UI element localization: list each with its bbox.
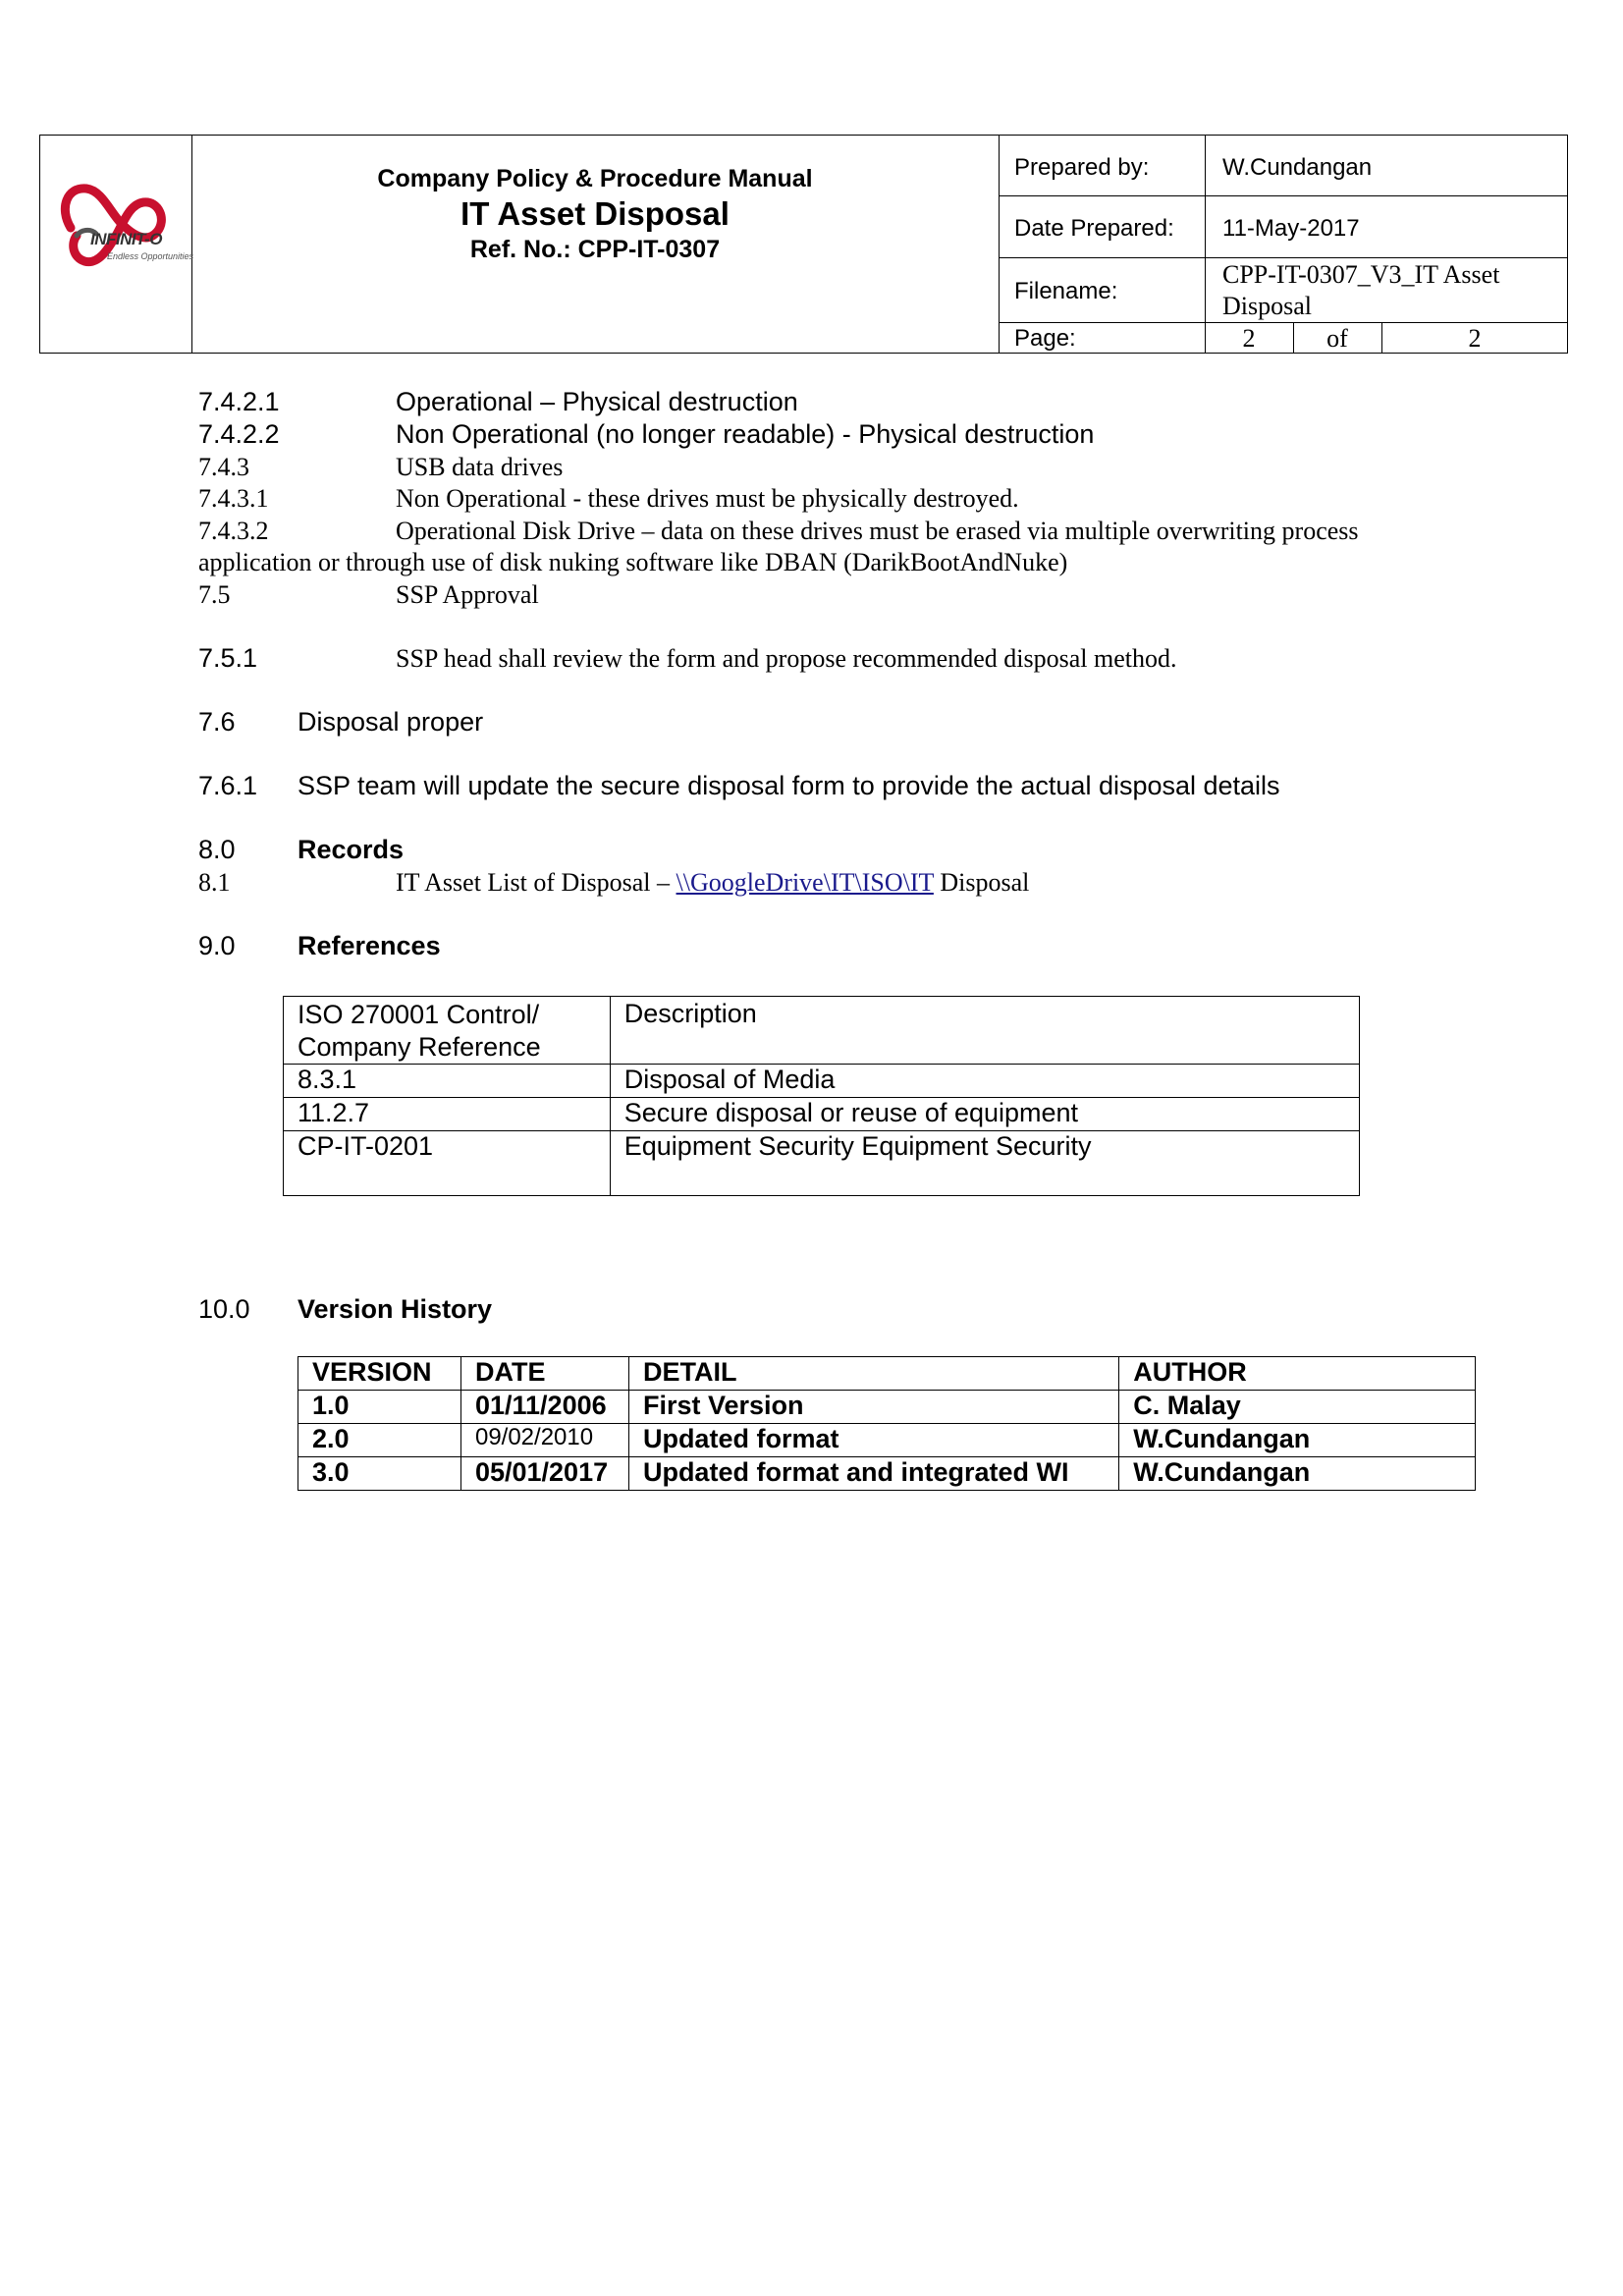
table-cell: CP-IT-0201 <box>284 1131 611 1196</box>
doc-title: IT Asset Disposal <box>460 195 730 232</box>
table-cell: 8.3.1 <box>284 1065 611 1098</box>
logo-brand: INFINIT-O <box>90 230 162 248</box>
section-number: 7.5 <box>198 580 231 609</box>
ref-header-line1: ISO 270001 Control/ <box>298 1000 540 1029</box>
table-cell: Updated format <box>628 1424 1118 1457</box>
records-text-tail: Disposal <box>940 868 1030 897</box>
table-cell: 1.0 <box>298 1391 461 1424</box>
header-row-line <box>999 322 1568 323</box>
section-text-cont: application or through use of disk nuking software like DBAN (DarikBootAndNuke) <box>198 548 1068 576</box>
page-current: 2 <box>1242 324 1256 353</box>
section-text: Operational – Physical destruction <box>396 387 798 416</box>
page-of: of <box>1326 324 1348 353</box>
table-cell: 3.0 <box>298 1457 461 1491</box>
records-drive-link[interactable]: \\GoogleDrive\IT\ISO\IT <box>676 868 934 897</box>
table-header-cell: Description <box>610 997 1359 1065</box>
page-total: 2 <box>1468 324 1482 353</box>
section-text: SSP Approval <box>396 580 539 609</box>
section-number: 8.1 <box>198 868 231 897</box>
section-number: 10.0 <box>198 1294 250 1324</box>
section-number: 7.4.2.2 <box>198 419 280 449</box>
header-row-line <box>999 195 1568 196</box>
table-header-cell: AUTHOR <box>1119 1357 1476 1391</box>
section-heading: Records <box>298 835 405 864</box>
table-cell: 2.0 <box>298 1424 461 1457</box>
table-cell: 11.2.7 <box>284 1098 611 1131</box>
references-table <box>283 996 1360 1196</box>
section-heading: Version History <box>298 1294 493 1324</box>
manual-title: Company Policy & Procedure Manual <box>377 165 813 192</box>
section-heading: References <box>298 931 441 960</box>
table-header-cell <box>284 997 611 1065</box>
table-cell: W.Cundangan <box>1119 1457 1476 1491</box>
section-text: SSP team will update the secure disposal form to provide the actual disposal details <box>298 771 1280 800</box>
table-header-cell: VERSION <box>298 1357 461 1391</box>
section-number: 7.5.1 <box>198 643 258 673</box>
ref-number: Ref. No.: CPP-IT-0307 <box>469 236 721 263</box>
filename-label: Filename: <box>1014 278 1118 304</box>
table-row <box>284 1131 1360 1196</box>
table-cell: C. Malay <box>1119 1391 1476 1424</box>
section-number: 7.4.3 <box>198 453 249 481</box>
table-cell: 09/02/2010 <box>460 1424 628 1457</box>
prepared-by-label: Prepared by: <box>1014 154 1150 181</box>
table-cell: W.Cundangan <box>1119 1424 1476 1457</box>
page-label: Page: <box>1014 325 1076 352</box>
section-number: 7.4.2.1 <box>198 387 280 416</box>
table-cell: First Version <box>628 1391 1118 1424</box>
table-row <box>298 1391 1476 1424</box>
records-text: IT Asset List of Disposal – <box>396 868 671 897</box>
ref-header-line2: Company Reference <box>298 1032 541 1062</box>
section-text: USB data drives <box>396 453 564 481</box>
header-row-line <box>999 257 1568 258</box>
table-header-row <box>284 997 1360 1065</box>
table-row <box>298 1457 1476 1491</box>
header-divider <box>999 135 1000 354</box>
table-cell: Secure disposal or reuse of equipment <box>610 1098 1359 1131</box>
company-logo <box>51 167 194 295</box>
section-number: 9.0 <box>198 931 236 960</box>
header-divider <box>1205 135 1206 354</box>
table-cell: 05/01/2017 <box>460 1457 628 1491</box>
table-row <box>284 1098 1360 1131</box>
section-number: 7.6.1 <box>198 771 258 800</box>
section-text <box>396 868 1029 898</box>
prepared-by-value: W.Cundangan <box>1222 154 1373 181</box>
table-header-cell: DATE <box>460 1357 628 1391</box>
version-history-table <box>298 1356 1476 1491</box>
table-row <box>298 1424 1476 1457</box>
section-text: SSP head shall review the form and propose recommended disposal method. <box>396 644 1177 673</box>
section-text: Disposal proper <box>298 707 484 737</box>
date-prepared-label: Date Prepared: <box>1014 215 1174 242</box>
section-number: 7.4.3.1 <box>198 484 269 513</box>
section-text: Non Operational (no longer readable) - Physical destruction <box>396 419 1095 449</box>
filename-value-cont: Disposal <box>1222 292 1312 320</box>
section-number: 7.6 <box>198 707 236 737</box>
section-text: Operational Disk Drive – data on these drives must be erased via multiple overwriting process <box>396 517 1359 545</box>
section-text: Non Operational - these drives must be physically destroyed. <box>396 484 1019 513</box>
table-header-cell: DETAIL <box>628 1357 1118 1391</box>
date-prepared-value: 11-May-2017 <box>1222 215 1360 242</box>
filename-value: CPP-IT-0307_V3_IT Asset <box>1222 260 1500 289</box>
logo-tagline: Endless Opportunities <box>107 251 194 261</box>
section-number: 8.0 <box>198 835 236 864</box>
table-row <box>284 1065 1360 1098</box>
table-header-row <box>298 1357 1476 1391</box>
table-cell: Disposal of Media <box>610 1065 1359 1098</box>
table-cell: Updated format and integrated WI <box>628 1457 1118 1491</box>
table-cell: 01/11/2006 <box>460 1391 628 1424</box>
table-cell: Equipment Security Equipment Security <box>610 1131 1359 1196</box>
section-number: 7.4.3.2 <box>198 517 269 545</box>
